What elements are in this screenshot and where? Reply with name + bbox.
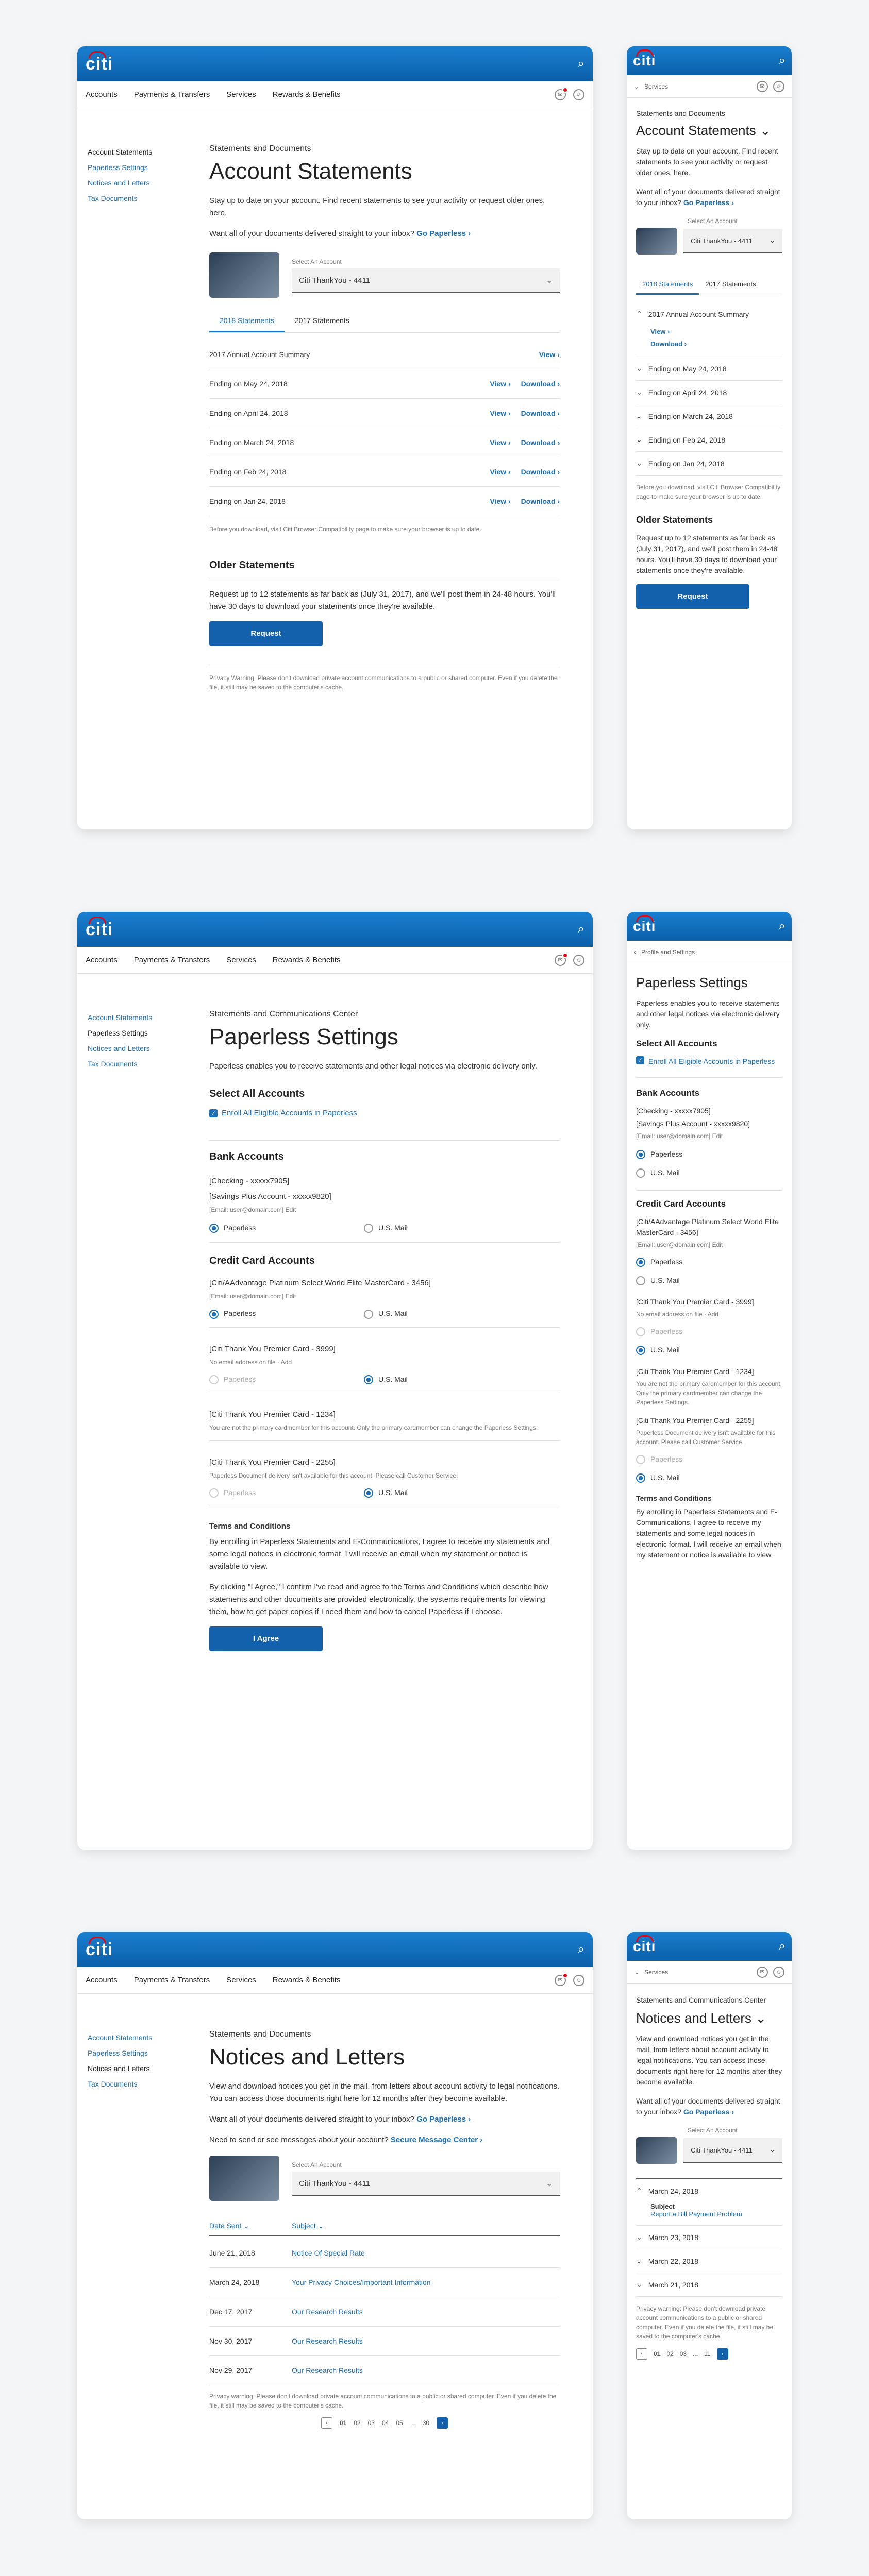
bank-account-2: [Savings Plus Account - xxxxx9820] xyxy=(636,1120,750,1128)
nav-payments[interactable]: Payments & Transfers xyxy=(133,90,210,99)
page-title: Notices and Letters xyxy=(209,2044,405,2070)
profile-icon[interactable]: ☺ xyxy=(773,1967,784,1978)
eyebrow: Statements and Documents xyxy=(636,109,725,117)
notice-link[interactable]: Our Research Results xyxy=(292,2337,363,2345)
crumb-label[interactable]: Profile and Settings xyxy=(641,948,695,956)
accordion-item[interactable]: ⌄ Ending on May 24, 2018 xyxy=(636,357,782,381)
prev-page-button[interactable]: ‹ xyxy=(321,2417,332,2429)
table-row: June 21, 2018 Notice Of Special Rate xyxy=(209,2239,560,2268)
notice-link[interactable]: Report a Bill Payment Problem xyxy=(650,2210,742,2218)
cc-title: Credit Card Accounts xyxy=(636,1199,726,1209)
notice-link[interactable]: Your Privacy Choices/Important Information xyxy=(292,2278,431,2286)
card-image xyxy=(636,2137,677,2164)
select-all-title: Select All Accounts xyxy=(636,1039,717,1048)
page-title: Account Statements xyxy=(209,159,412,184)
account-select[interactable]: Citi ThankYou - 4411 ⌄ xyxy=(292,2172,560,2196)
messages-icon[interactable]: ✉ xyxy=(757,81,768,92)
notice-link[interactable]: Notice Of Special Rate xyxy=(292,2249,365,2257)
page-ellipsis: ... xyxy=(693,2350,698,2358)
view-link[interactable]: View › xyxy=(490,438,511,447)
sort-subject[interactable]: Subject ⌄ xyxy=(292,2222,324,2230)
view-link[interactable]: View › xyxy=(490,468,511,476)
older-text: Request up to 12 statements as far back as (July 31, 2017), and we'll post them in 24-48 hours. You'll have 30 days to download your statements once they're available. xyxy=(209,590,556,611)
accordion-item[interactable]: ⌃ March 24, 2018 xyxy=(636,2187,699,2195)
terms-text-1: By enrolling in Paperless Statements and E-Communications, I agree to receive my statements and some legal notices in electronic format. I will receive an email when my statement or notice is available to view. xyxy=(209,1537,550,1571)
enroll-checkbox[interactable]: ✓ Enroll All Eligible Accounts in Paperless xyxy=(209,1107,560,1120)
paperless-question: Want all of your documents delivered straight to your inbox? xyxy=(636,2097,780,2116)
nav-accounts[interactable]: Accounts xyxy=(86,956,118,964)
bank-title: Bank Accounts xyxy=(636,1088,700,1098)
main-content xyxy=(209,2030,560,2429)
mail-radio: U.S. Mail xyxy=(636,1468,782,1487)
cc-account-1: [Citi/AAdvantage Platinum Select World Elite MasterCard - 3456] xyxy=(209,1279,431,1288)
main-nav xyxy=(77,81,593,108)
sidebar-item-notices[interactable]: Notices and Letters xyxy=(88,179,150,187)
mail-radio[interactable]: U.S. Mail xyxy=(364,1309,408,1318)
request-button[interactable]: Request xyxy=(209,621,323,646)
sidebar-item-account-statements[interactable]: Account Statements xyxy=(88,148,153,156)
card-image xyxy=(209,252,279,298)
search-icon[interactable]: ⌕ xyxy=(577,922,584,936)
chevron-up-icon: ⌃ xyxy=(636,2187,642,2195)
mobile-notices-letters xyxy=(627,1932,792,2519)
select-label: Select An Account xyxy=(688,217,738,225)
chevron-up-icon: ⌃ xyxy=(636,310,642,318)
accordion-item[interactable]: ⌄ March 22, 2018 xyxy=(636,2249,782,2273)
intro-text: Stay up to date on your account. Find recent statements to see your activity or request older ones, here. xyxy=(209,196,545,217)
unavailable-note: Paperless Document delivery isn't available for this account. Please call Customer Service. xyxy=(209,1471,458,1479)
top-bar xyxy=(77,1932,593,1967)
citi-logo[interactable]: citi xyxy=(633,1939,656,1954)
table-row: Ending on May 24, 2018 View › Download › xyxy=(209,369,560,399)
nav-payments[interactable]: Payments & Transfers xyxy=(133,1976,210,1985)
top-bar xyxy=(627,912,792,941)
paperless-radio: Paperless xyxy=(636,1322,782,1341)
crumb-label[interactable]: Services xyxy=(644,1968,669,1976)
paperless-question: Want all of your documents delivered straight to your inbox? xyxy=(209,2115,414,2124)
sidebar-item-notices[interactable]: Notices and Letters xyxy=(88,2064,150,2073)
table-row: Nov 29, 2017 Our Research Results xyxy=(209,2356,560,2385)
no-email-note: No email address on file · Add xyxy=(636,1311,719,1318)
bank-account-1: [Checking - xxxxx7905] xyxy=(209,1177,290,1185)
mail-radio[interactable]: U.S. Mail xyxy=(636,1341,782,1359)
top-bar xyxy=(627,1932,792,1961)
primary-note: You are not the primary cardmember for this account. Only the primary cardmember can change the Paperless Settings. xyxy=(636,1380,782,1406)
main-content xyxy=(209,1010,560,1651)
statement-tabs xyxy=(636,275,782,295)
messages-icon[interactable]: ✉ xyxy=(757,1967,768,1978)
profile-icon[interactable]: ☺ xyxy=(573,955,584,966)
subject-label: Subject xyxy=(650,2202,675,2210)
mobile-crumb xyxy=(627,75,792,98)
cc-account-2: [Citi Thank You Premier Card - 3999] xyxy=(636,1298,754,1306)
citi-logo[interactable]: citi xyxy=(633,54,656,68)
search-icon[interactable]: ⌕ xyxy=(778,54,786,67)
compat-note: Before you download, visit Citi Browser Compatibility page to make sure your browser is up to date. xyxy=(209,526,481,533)
mobile-crumb xyxy=(627,941,792,963)
download-link[interactable]: Download › xyxy=(521,438,560,447)
nav-services[interactable]: Services xyxy=(226,956,256,964)
next-page-button[interactable]: › xyxy=(437,2417,448,2429)
terms-title: Terms and Conditions xyxy=(636,1494,712,1502)
go-paperless-link[interactable]: Go Paperless › xyxy=(416,2115,471,2124)
chevron-down-icon: ⌄ xyxy=(636,2257,642,2265)
cc-account-2: [Citi Thank You Premier Card - 3999] xyxy=(209,1344,336,1353)
bank-account-2: [Savings Plus Account - xxxxx9820] xyxy=(209,1192,331,1201)
sidebar-item-notices[interactable]: Notices and Letters xyxy=(88,1044,150,1053)
eyebrow: Statements and Communications Center xyxy=(636,1996,766,2004)
enroll-checkbox[interactable]: ✓ Enroll All Eligible Accounts in Paperless xyxy=(636,1056,782,1067)
intro-text: Paperless enables you to receive statements and other legal notices via electronic delivery only. xyxy=(209,1062,537,1071)
table-row: Dec 17, 2017 Our Research Results xyxy=(209,2297,560,2327)
intro-text: Paperless enables you to receive statements and other legal notices via electronic delivery only. xyxy=(636,999,780,1029)
nav-accounts[interactable]: Accounts xyxy=(86,90,118,99)
page-number[interactable]: 01 xyxy=(654,2350,661,2358)
cc-account-4: [Citi Thank You Premier Card - 2255] xyxy=(209,1458,336,1467)
download-link[interactable]: Download › xyxy=(521,409,560,417)
page-title[interactable]: Account Statements ⌄ xyxy=(636,123,771,138)
page-title[interactable]: Notices and Letters ⌄ xyxy=(636,2010,767,2026)
citi-logo[interactable]: citi xyxy=(86,1941,113,1958)
download-link[interactable]: Download › xyxy=(521,380,560,388)
terms-title: Terms and Conditions xyxy=(209,1522,291,1531)
desktop-account-statements xyxy=(77,46,593,829)
email-line[interactable]: [Email: user@domain.com] Edit xyxy=(636,1241,723,1248)
crumb-label[interactable]: Services xyxy=(644,82,669,90)
accordion-item[interactable]: ⌄ Ending on Jan 24, 2018 xyxy=(636,452,782,476)
citi-logo[interactable]: citi xyxy=(86,55,113,73)
paperless-question: Want all of your documents delivered straight to your inbox? xyxy=(636,188,780,207)
tab-2018[interactable]: 2018 Statements xyxy=(636,275,699,295)
accordion-item[interactable]: ⌄ March 23, 2018 xyxy=(636,2226,782,2249)
paperless-radio: Paperless xyxy=(636,1450,782,1468)
eyebrow: Statements and Documents xyxy=(209,144,311,153)
older-text: Request up to 12 statements as far back as (July 31, 2017), and we'll post them in 24-48 hours. You'll have 30 days to download your statements once they're available. xyxy=(636,534,778,574)
main-nav xyxy=(77,947,593,974)
sidebar-item-account-statements[interactable]: Account Statements xyxy=(88,2033,153,2042)
main-content xyxy=(209,144,560,692)
go-paperless-link[interactable]: Go Paperless › xyxy=(683,2108,734,2116)
nav-rewards[interactable]: Rewards & Benefits xyxy=(272,956,341,964)
accordion-item[interactable]: ⌃ 2017 Annual Account Summary xyxy=(636,310,749,318)
select-label: Select An Account xyxy=(292,258,342,265)
top-bar xyxy=(77,46,593,81)
citi-logo[interactable]: citi xyxy=(86,921,113,938)
profile-icon[interactable]: ☺ xyxy=(573,89,584,100)
tab-2017[interactable]: 2017 Statements xyxy=(294,316,349,325)
view-link[interactable]: View › xyxy=(490,409,511,417)
top-bar xyxy=(77,912,593,947)
intro-text: View and download notices you get in the mail, from letters about account activity to legal notifications. You can access those documents right here for 12 months after they become available. xyxy=(209,2082,560,2103)
top-bar xyxy=(627,46,792,75)
view-link[interactable]: View › xyxy=(490,497,511,505)
nav-rewards[interactable]: Rewards & Benefits xyxy=(272,1976,341,1985)
secure-message-link[interactable]: Secure Message Center › xyxy=(390,2136,483,2144)
page-ellipsis: ... xyxy=(410,2419,415,2427)
chevron-down-icon: ⌄ xyxy=(636,459,642,467)
sidebar-item-paperless[interactable]: Paperless Settings xyxy=(88,1029,148,1037)
profile-icon[interactable]: ☺ xyxy=(573,1975,584,1986)
cc-account-3: [Citi Thank You Premier Card - 1234] xyxy=(636,1367,754,1376)
chevron-down-icon: ⌄ xyxy=(636,2280,642,2289)
check-icon: ✓ xyxy=(636,1056,644,1064)
chevron-down-icon: ⌄ xyxy=(546,2179,553,2188)
messages-icon[interactable]: ✉ xyxy=(555,955,566,966)
accordion-item[interactable]: ⌄ Ending on April 24, 2018 xyxy=(636,381,782,404)
mobile-crumb xyxy=(627,1961,792,1984)
table-row: Ending on April 24, 2018 View › Download › xyxy=(209,399,560,428)
no-email-note: No email address on file · Add xyxy=(209,1358,292,1366)
next-page-button[interactable]: › xyxy=(717,2348,728,2360)
eyebrow: Statements and Documents xyxy=(209,2030,311,2039)
chevron-down-icon: ⌄ xyxy=(770,236,775,244)
paperless-radio: Paperless xyxy=(209,1375,364,1384)
desktop-paperless-settings xyxy=(77,912,593,1850)
privacy-warning: Privacy warning: Please don't download private account communications to a public or shared computer. Even if you delete the file, it still may be saved to the computer's cache. xyxy=(636,2305,774,2340)
notice-link[interactable]: Our Research Results xyxy=(292,2308,363,2316)
page-title: Paperless Settings xyxy=(209,1024,398,1049)
citi-logo[interactable]: citi xyxy=(633,919,656,934)
paperless-radio[interactable]: Paperless xyxy=(636,1252,782,1271)
pagination xyxy=(209,2417,560,2429)
search-icon[interactable]: ⌕ xyxy=(577,1942,584,1956)
account-select[interactable]: Citi ThankYou - 4411 ⌄ xyxy=(683,229,782,253)
chevron-down-icon: ⌄ xyxy=(546,276,553,285)
download-link[interactable]: Download › xyxy=(650,340,687,348)
statement-tabs xyxy=(209,310,560,333)
agree-button[interactable]: I Agree xyxy=(209,1626,323,1651)
older-title: Older Statements xyxy=(209,560,295,571)
cc-account-1: [Citi/AAdvantage Platinum Select World Elite MasterCard - 3456] xyxy=(636,1217,779,1236)
intro-text: Stay up to date on your account. Find recent statements to see your activity or request older ones, here. xyxy=(636,147,778,177)
sidebar-item-paperless[interactable]: Paperless Settings xyxy=(88,2049,148,2057)
email-line[interactable]: [Email: user@domain.com] Edit xyxy=(636,1132,723,1140)
table-row: Nov 30, 2017 Our Research Results xyxy=(209,2327,560,2356)
view-link[interactable]: View › xyxy=(539,350,560,359)
page-number[interactable]: 03 xyxy=(679,2350,687,2358)
download-link[interactable]: Download › xyxy=(521,497,560,505)
page-number[interactable]: 30 xyxy=(422,2419,430,2427)
message-question: Need to send or see messages about your account? xyxy=(209,2136,389,2144)
page-number[interactable]: 04 xyxy=(381,2419,389,2427)
page-number[interactable]: 11 xyxy=(704,2350,711,2358)
tab-2017[interactable]: 2017 Statements xyxy=(705,280,756,288)
compat-note: Before you download, visit Citi Browser Compatibility page to make sure your browser is up to date. xyxy=(636,484,781,500)
tab-2018[interactable]: 2018 Statements xyxy=(209,310,285,332)
mail-radio[interactable]: U.S. Mail xyxy=(636,1271,782,1290)
terms-text-2: By clicking "I Agree," I confirm I've read and agree to the Terms and Conditions which describe how statements and other documents are provided electronically, the systems requirements for viewing them, how to get paper copies if I need them and how to cancel Paperless if I choose. xyxy=(209,1583,548,1617)
intro-text: View and download notices you get in the mail, from letters about account activity to legal notifications. You can access those documents right here for 12 months after they become available. xyxy=(636,2035,782,2086)
chevron-left-icon[interactable]: ‹ xyxy=(634,948,636,956)
view-link[interactable]: View › xyxy=(650,328,670,335)
page-number[interactable]: 02 xyxy=(666,2350,674,2358)
sidebar xyxy=(88,2030,175,2092)
mobile-account-statements xyxy=(627,46,792,829)
sidebar-item-account-statements[interactable]: Account Statements xyxy=(88,1013,153,1022)
page-title: Paperless Settings xyxy=(636,975,748,990)
page-number[interactable]: 03 xyxy=(367,2419,375,2427)
cc-account-3: [Citi Thank You Premier Card - 1234] xyxy=(209,1410,336,1419)
sidebar xyxy=(88,1010,175,1072)
mail-radio: U.S. Mail xyxy=(364,1488,408,1498)
sort-date-sent[interactable]: Date Sent ⌄ xyxy=(209,2222,249,2230)
chevron-down-icon[interactable]: ⌄ xyxy=(634,1968,640,1976)
email-line[interactable]: [Email: user@domain.com] Edit xyxy=(209,1293,296,1300)
sidebar-item-tax[interactable]: Tax Documents xyxy=(88,194,138,202)
page-number[interactable]: 05 xyxy=(396,2419,403,2427)
chevron-down-icon[interactable]: ⌄ xyxy=(634,82,640,90)
nav-payments[interactable]: Payments & Transfers xyxy=(133,956,210,964)
bank-title: Bank Accounts xyxy=(209,1151,284,1162)
bank-account-1: [Checking - xxxxx7905] xyxy=(636,1107,711,1115)
select-all-title: Select All Accounts xyxy=(209,1088,305,1099)
chevron-down-icon: ⌄ xyxy=(636,364,642,372)
go-paperless-link[interactable]: Go Paperless › xyxy=(416,229,471,238)
paperless-radio: Paperless xyxy=(209,1488,364,1498)
desktop-notices-letters xyxy=(77,1932,593,2519)
card-image xyxy=(209,2156,279,2201)
mail-radio[interactable]: U.S. Mail xyxy=(364,1375,408,1384)
page-number[interactable]: 01 xyxy=(339,2419,347,2427)
nav-rewards[interactable]: Rewards & Benefits xyxy=(272,90,341,99)
main-nav xyxy=(77,1967,593,1994)
request-button[interactable]: Request xyxy=(636,584,749,609)
chevron-down-icon: ⌄ xyxy=(636,435,642,444)
privacy-warning: Privacy Warning: Please don't download private account communications to a public or shared computer. Even if you delete the file, it still may be saved to the computer's cache. xyxy=(209,674,558,691)
email-line[interactable]: [Email: user@domain.com] Edit xyxy=(209,1206,296,1213)
table-row: Ending on March 24, 2018 View › Download › xyxy=(209,428,560,457)
privacy-warning: Privacy warning: Please don't download private account communications to a public or shared computer. Even if you delete the file, it still may be saved to the computer's cache. xyxy=(209,2393,557,2409)
card-image xyxy=(636,228,677,255)
paperless-question: Want all of your documents delivered straight to your inbox? xyxy=(209,229,414,238)
search-icon[interactable]: ⌕ xyxy=(577,57,584,71)
notice-link[interactable]: Our Research Results xyxy=(292,2366,363,2375)
paperless-radio[interactable]: Paperless xyxy=(209,1309,364,1318)
chevron-down-icon: ⌄ xyxy=(636,388,642,396)
sidebar-item-tax[interactable]: Tax Documents xyxy=(88,1060,138,1068)
cc-title: Credit Card Accounts xyxy=(209,1255,315,1267)
mobile-paperless-settings xyxy=(627,912,792,1850)
accordion-item[interactable]: ⌄ March 21, 2018 xyxy=(636,2273,782,2297)
account-select[interactable]: Citi ThankYou - 4411 ⌄ xyxy=(683,2138,782,2163)
search-icon[interactable]: ⌕ xyxy=(778,919,786,933)
mail-radio[interactable]: U.S. Mail xyxy=(364,1224,408,1233)
accordion-item[interactable]: ⌄ Ending on Feb 24, 2018 xyxy=(636,428,782,452)
eyebrow: Statements and Communications Center xyxy=(209,1010,358,1019)
search-icon[interactable]: ⌕ xyxy=(778,1939,786,1953)
select-label: Select An Account xyxy=(292,2161,342,2168)
table-row: Ending on Feb 24, 2018 View › Download › xyxy=(209,457,560,487)
table-row: Ending on Jan 24, 2018 View › Download › xyxy=(209,487,560,516)
go-paperless-link[interactable]: Go Paperless › xyxy=(683,198,734,207)
pagination xyxy=(636,2348,782,2360)
messages-icon[interactable]: ✉ xyxy=(555,1975,566,1986)
paperless-radio[interactable]: Paperless xyxy=(636,1145,782,1163)
nav-services[interactable]: Services xyxy=(226,90,256,99)
view-link[interactable]: View › xyxy=(490,380,511,388)
cc-account-4: [Citi Thank You Premier Card - 2255] xyxy=(636,1416,754,1425)
table-row: 2017 Annual Account Summary View › xyxy=(209,340,560,369)
nav-accounts[interactable]: Accounts xyxy=(86,1976,118,1985)
sidebar xyxy=(88,144,175,206)
chevron-down-icon: ⌄ xyxy=(770,2146,775,2154)
accordion-item[interactable]: ⌄ Ending on March 24, 2018 xyxy=(636,404,782,428)
download-link[interactable]: Download › xyxy=(521,468,560,476)
nav-services[interactable]: Services xyxy=(226,1976,256,1985)
messages-icon[interactable]: ✉ xyxy=(555,89,566,100)
terms-text-1: By enrolling in Paperless Statements and E-Communications, I agree to receive my statements and some legal notices in electronic format. I will receive an email when my statement or notice is available to view. xyxy=(636,1507,781,1559)
sidebar-item-paperless[interactable]: Paperless Settings xyxy=(88,163,148,172)
profile-icon[interactable]: ☺ xyxy=(773,81,784,92)
page-number[interactable]: 02 xyxy=(354,2419,361,2427)
primary-note: You are not the primary cardmember for this account. Only the primary cardmember can change the Paperless Settings. xyxy=(209,1423,560,1441)
chevron-down-icon: ⌄ xyxy=(636,412,642,420)
older-title: Older Statements xyxy=(636,515,713,525)
prev-page-button[interactable]: ‹ xyxy=(636,2348,647,2360)
select-label: Select An Account xyxy=(688,2127,738,2134)
paperless-radio[interactable]: Paperless xyxy=(209,1224,364,1233)
account-select[interactable]: Citi ThankYou - 4411 ⌄ xyxy=(292,268,560,293)
chevron-down-icon: ⌄ xyxy=(636,2233,642,2241)
unavailable-note: Paperless Document delivery isn't available for this account. Please call Customer Service. xyxy=(636,1429,776,1446)
check-icon: ✓ xyxy=(209,1109,218,1117)
mail-radio[interactable]: U.S. Mail xyxy=(636,1163,782,1182)
table-row: March 24, 2018 Your Privacy Choices/Important Information xyxy=(209,2268,560,2297)
sidebar-item-tax[interactable]: Tax Documents xyxy=(88,2080,138,2088)
